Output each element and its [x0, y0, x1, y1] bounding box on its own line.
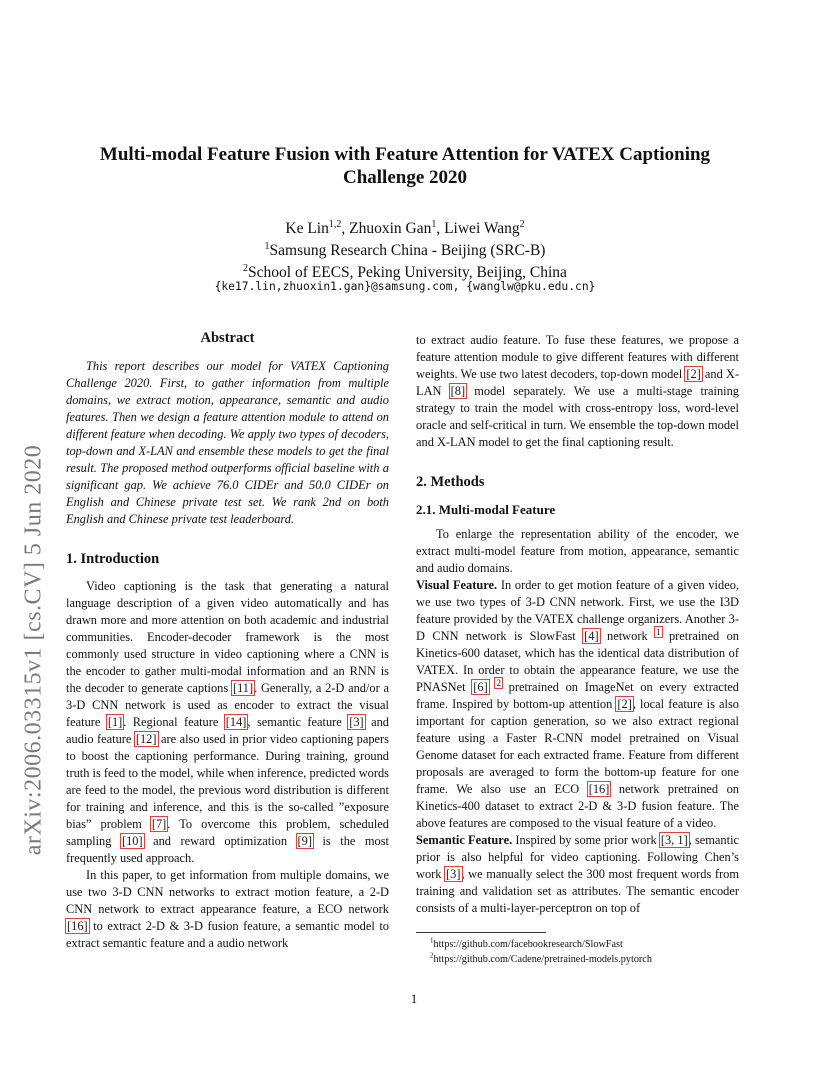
body-text: model separately. We use a multi-stage training strategy to train the model with cross-entropy loss, word-level oracle and self-critical in turn. We ensemble the top-down model and X-LAN model to get the final captioning result. [416, 384, 739, 449]
citation-link[interactable]: [12] [135, 732, 157, 746]
author-block [150, 218, 660, 284]
body-text: to extract audio feature. To fuse these features, we propose a feature attention module to give different features with different weights. We use two latest decoders, top-down model [416, 333, 739, 381]
citation-link[interactable]: [6] [473, 680, 488, 694]
body-text: is the most frequently used approach. [66, 834, 389, 865]
citation-link[interactable]: [16] [588, 782, 610, 796]
body-text: , we manually select the 300 most frequent words from training and validation set as attributes. The semantic encoder consists of a multi-layer-perceptron on top of [416, 867, 739, 915]
citation-link[interactable]: [2] [686, 367, 701, 381]
methods-paragraph-1: To enlarge the representation ability of the encoder, we extract multi-model feature from motion, appearance, semantic and audio domains. [416, 527, 739, 575]
intro-paragraph-1 [66, 578, 389, 867]
page-number: 1 [410, 991, 418, 1006]
body-text: In order to get motion feature of a given video, we use two types of 3-D CNN network. First, we use the I3D feature provided by the VATEX challenge organizers. Another 3-D CNN network is SlowFast [416, 578, 739, 643]
body-text: to extract 2-D & 3-D fusion feature, a semantic model to extract semantic feature and a audio network [66, 919, 389, 950]
section-heading-introduction: 1. Introduction [66, 551, 160, 567]
abstract-text: This report describes our model for VATEX Captioning Challenge 2020. First, to gather information from multiple domains, we extract motion, appearance, semantic and audio features. Then we design a feature attention module to attend on different feature when decoding. We apply two types of decoders, top-down and X-LAN and ensemble these models to get the final result. The proposed method outperforms official baseline with a significant gap. We achieve 76.0 CIDEr and 50.0 CIDEr on English and Chinese private test set. We rank 2nd on both English and Chinese private test leaderboard. [66, 359, 389, 526]
affiliation-mark: 1 [264, 240, 270, 252]
affiliation-text: School of EECS, Peking University, Beijing, China [248, 264, 567, 281]
paper-title [70, 143, 740, 189]
body-text: Video captioning is the task that generating a natural language description of a given video automatically and has drawn more and more attention on both academic and industrial communities. Encoder-decoder framework is the most commonly used structure in video captioning where a CNN is the encoder to gather multi-modal information and an RNN is the decoder to generate captions [66, 579, 389, 695]
semantic-feature-paragraph [416, 832, 739, 917]
citation-link[interactable]: [10] [121, 834, 143, 848]
visual-feature-paragraph [416, 577, 739, 832]
citation-link[interactable]: [1] [107, 715, 123, 729]
citation-link[interactable]: [7] [151, 817, 167, 831]
citation-link[interactable]: [16] [67, 919, 88, 933]
subsection-heading-multimodal: 2.1. Multi-modal Feature [416, 502, 556, 517]
body-text: Inspired by some prior work [512, 833, 660, 847]
affiliation-1 [150, 240, 660, 262]
intro-paragraph-2 [66, 867, 389, 952]
run-in-heading: Visual Feature. [416, 578, 498, 592]
title-line-1: Multi-modal Feature Fusion with Feature Attention for VATEX Captioning [99, 144, 711, 165]
title-line-2: Challenge 2020 [342, 167, 468, 188]
run-in-heading: Semantic Feature. [416, 833, 513, 847]
citation-link[interactable]: [11] [232, 681, 254, 695]
body-text: are also used in prior video captioning papers to boost the captioning performance. During training, ground truth is feed to the model, while when inference, predicted words are feed to the model, the previous word distribution is different for training and inference, and this is the so-called ”exposure bias” problem [66, 732, 389, 831]
citation-link[interactable]: [8] [450, 384, 466, 398]
body-text: . Generally, a 2-D and/or a 3-D CNN network is used as encoder to extract the visual feature [66, 681, 389, 729]
citation-link[interactable]: [4] [584, 629, 599, 643]
left-column [66, 330, 389, 952]
body-text: , local feature is also important for caption generation, so we also extract regional feature using a Faster R-CNN model pretrained on Visual Genome dataset for each extracted frame. Feature from different proposals are averaged to form the bottom-up feature for one frame. We also use an ECO [416, 697, 739, 796]
author-name: Liwei Wang [444, 220, 520, 237]
footnote-item [430, 953, 750, 968]
body-text: In this paper, to get information from multiple domains, we use two 3-D CNN networks to extract motion feature, a 2-D CNN network to extract appearance feature, a ECO network [66, 868, 389, 916]
footnote-link[interactable]: 2 [496, 677, 501, 688]
body-text: , semantic feature [247, 715, 349, 729]
affiliation-mark: 2 [243, 262, 249, 274]
affiliation-mark: 1,2 [328, 218, 342, 230]
body-text: and reward optimization [143, 834, 297, 848]
citation-link[interactable]: [14] [225, 715, 247, 729]
body-text: and X-LAN [416, 367, 739, 398]
footnote-item [430, 938, 750, 953]
arxiv-identifier: arXiv:2006.03315v1 [cs.CV] 5 Jun 2020 [20, 444, 47, 856]
footnote-link[interactable]: 1 [656, 626, 661, 637]
author-emails: {ke17.lin,zhuoxin1.gan}@samsung.com, {wanglw@pku.edu.cn} [214, 280, 596, 293]
citation-link[interactable]: [2] [617, 697, 632, 711]
section-heading-methods: 2. Methods [416, 474, 485, 490]
author-names: Ke Lin$^{1,2}$, Zhuoxin Gan$^1$, Liwei Wang$^2$ [285, 218, 525, 237]
citation-link[interactable]: [3] [349, 715, 364, 729]
footnote-url[interactable]: https://github.com/facebookresearch/SlowFast [433, 939, 623, 950]
citation-link[interactable]: [9] [297, 834, 312, 848]
affiliation-mark: 1 [431, 218, 437, 230]
right-column [416, 332, 739, 917]
footnote-mark: 1 [430, 936, 434, 945]
citation-link[interactable]: [3, 1] [660, 833, 688, 847]
body-text: pretrained on ImageNet on every extracted frame. Inspired by bottom-up attention [416, 680, 739, 711]
affiliation-text: Samsung Research China - Beijing (SRC-B) [269, 242, 546, 259]
footnote-mark: 2 [430, 951, 434, 960]
body-text: and audio feature [66, 715, 389, 746]
body-text: network pretrained on Kinetics-400 dataset to extract 2-D & 3-D fusion feature. The above features are composed to the visual feature of a video. [416, 782, 739, 830]
body-text: . Regional feature [123, 715, 225, 729]
affiliation-mark: 2 [519, 218, 525, 230]
author-name: Zhuoxin Gan [349, 220, 432, 237]
intro-paragraph-2-continued [416, 332, 739, 451]
abstract-heading: Abstract [200, 330, 255, 346]
body-text: pretrained on Kinetics-600 dataset, which has the identical data distribution of VATEX. In order to obtain the appearance feature, we use the PNASNet [416, 629, 739, 694]
body-text: network [599, 629, 656, 643]
footnote-url[interactable]: https://github.com/Cadene/pretrained-models.pytorch [433, 953, 652, 965]
footnote-divider [416, 932, 546, 933]
body-text: . To overcome this problem, scheduled sampling [66, 817, 389, 848]
footnotes [430, 938, 750, 967]
body-text: , semantic prior is also helpful for video captioning. Following Chen’s work [416, 833, 740, 881]
citation-link[interactable]: [3] [446, 867, 461, 881]
author-name: Ke Lin [285, 220, 329, 237]
